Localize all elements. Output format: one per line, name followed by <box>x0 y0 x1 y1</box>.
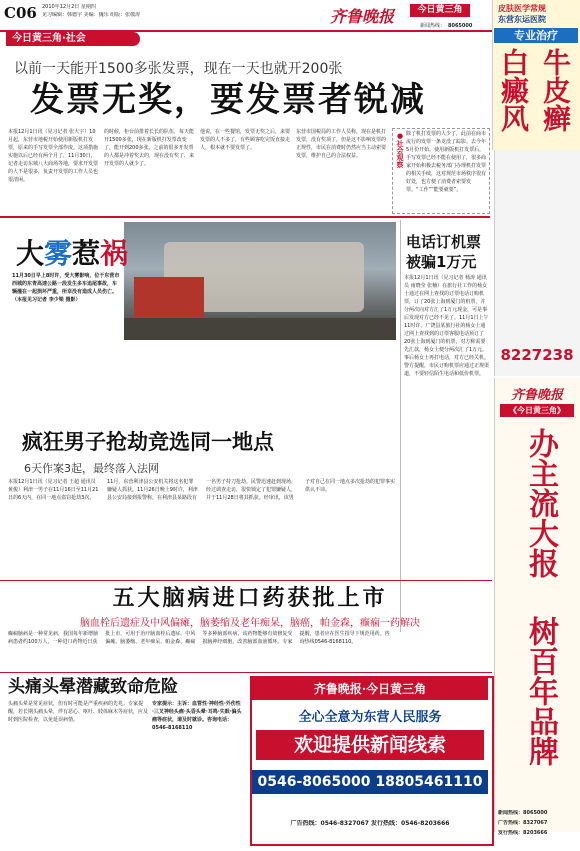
ad-hot-line: 新闻热线：8065000 <box>498 810 548 816</box>
fog-caption: 11月30日早上8时许，受大雾影响，位于东营市西城的东青高速公路一段发生多车追尾事故，车辆撞在一起损坏严重，所幸没有造成人员伤亡。（本报见习记者 李少梁 摄影） <box>12 273 120 303</box>
promo-line1: 全心全意为东营人民服务 <box>298 710 442 725</box>
article1-sidebar-title: ●社会观察 <box>396 132 404 168</box>
page-number: C06 <box>4 4 37 22</box>
fog-headline-3: 惹 <box>72 237 101 270</box>
column-divider <box>400 220 401 632</box>
article1-col2: 的时候，柜台前排着长长的队伍，每天能开1500多张，现在新版机打发票改变了，能开到200多张。之前的很多开发票的人都是冲着奖去的，现在没有奖了，来开发票的人就少了。 <box>104 129 195 167</box>
ad-clinic-line3: 专业治疗 <box>494 28 578 43</box>
road-shape <box>124 318 396 340</box>
ad-slogan-2: 树百年品牌 <box>523 616 558 766</box>
ad-ad-line: 广告热线：8327067 <box>498 820 548 826</box>
date-line: 2010年12月2日 星期四 <box>42 4 96 10</box>
ad-brand-name: 齐鲁晚报 <box>510 388 563 403</box>
promo-line2: 欢迎提供新闻线索 <box>256 730 484 760</box>
fog-headline-1: 大 <box>16 237 45 270</box>
ad-slogan-1: 办主流大报 <box>523 428 558 578</box>
ad-vitiligo: 白癜风 <box>497 48 530 132</box>
section-tag: 今日黄三角·社会 <box>6 32 140 46</box>
ad-hotline-number: 8227238 <box>500 346 574 364</box>
ad-clinic-line1: 皮肤医学常规 <box>498 4 546 13</box>
article3-body: 本报12月1日讯（见习记者 杨涛 通讯员 南晓莹 张楠）在旅行社工作的杨女士通过在网上查找的订票电话订购机票，订了20张上海到厦门的机票，并分两次向对方汇了1万元现金，可是事后发现对方已经不见了。11月1日上午11时许，广饶县某旅行社的杨女士通过网上查找到的订票客服电话预订了20张上海到厦门的机票，对方称需要先汇款，杨女士便分两次汇了1万元。事后杨女士再打电话，对方已经关机。警方提醒，市民订购机票应通过正规渠道，不要轻信陌生电话和低价机票。 <box>404 275 490 377</box>
editor-line: 见习编辑：韩德宇 美编：魏乐 组版：张敬涛 <box>42 12 141 18</box>
article5-body: 癫痫脑病是一种常见病，我国每年新增脑病患者约100万人，一种进口药物近日获批上市，可用于治疗脑血栓后遗症、中风偏瘫、脑萎缩、老年痴呆、帕金森、癫痫等多种脑部疾病，该药物能够有效修复受损脑神经细胞，改善脑部血液循环。专家提醒，患者应在医生指导下规范用药。咨询热线0546-8168110。 <box>8 631 390 645</box>
article6-tips: 专家提示：主诉：血管性·神经性·外伤性·三叉神经头痛·头昏头晕·耳鸣·失眠·偏头痛等症状，请及时就诊。咨询电话：0546-8168110 <box>152 701 242 731</box>
article5-headline: 五大脑病进口药获批上市 <box>112 586 388 611</box>
article5-subhead: 脑血栓后遗症及中风偏瘫，脑萎缩及老年痴呆，脑癌，帕金森，癫痫一药解决 <box>80 618 420 629</box>
ad-psoriasis: 牛皮癣 <box>539 48 572 132</box>
ad-clinic-line2: 东营东运医院 <box>498 15 546 24</box>
divider <box>0 216 490 218</box>
article4-subhead: 6天作案3起，最终落入法网 <box>24 462 159 475</box>
article4-body: 本报12月1日讯（见习记者 王超 通讯员 黄俊）利津一男子在11月16日至11月21日的6天内，在同一地点盗窃抢劫3次，11月，东营利津县公安机关将这名犯罪嫌疑人抓获。11月26日晚上9时许，利津县公安局接到报警称，在利津县某路段有一名男子持刀抢劫。民警迅速赶到现场，经过调查走访，很快锁定了犯罪嫌疑人，并于11月28日将其抓获。经审讯，该男子对自己在同一地点多次抢劫的犯罪事实供认不讳。 <box>8 479 396 501</box>
article1-kicker: 以前一天能开1500多张发票，现在一天也就开200张 <box>14 61 343 77</box>
article6-headline: 头痛头晕潜藏致命危险 <box>8 677 178 697</box>
ad-brand-section: 《今日黄三角》 <box>500 404 574 417</box>
hotline-number: 8065000 <box>448 23 473 29</box>
article1-sidebar-text: 除了机打发票的人少了，此前在商市流行的发票一条龙没了踪影。去今年5月份开始，使用新版机打发票后，手写发票已经不能在使用了，很多商家开始积极去税务部门办理机打发票的相关手续，这对规范市场秩序很有好处，也方便了消费者索要发票。“工作”“能要就要”。 <box>406 131 486 193</box>
ad-hotline-box[interactable] <box>494 150 580 376</box>
article1-col3: 他说，在一些餐馆，发票无奖之后，来要发票的人不多了，有些顾客吃完饭直接走人，根本就不要发票了。 <box>200 129 291 151</box>
promo-footer: 广告热线：0546-8327067 发行热线：0546-8203666 <box>290 820 450 827</box>
fog-accident-photo <box>124 222 396 340</box>
divider <box>0 672 492 673</box>
article6-body: 头痛头晕是常见症状，但有时可能是严重疾病的先兆。专家提醒，若长期头痛头晕，伴有恶心、呕吐、肢体麻木等症状，应及时到医院检查，以免延误病情。 <box>8 701 148 723</box>
divider <box>0 580 492 581</box>
article1-headline: 发票无奖，要发票者锐减 <box>30 80 426 120</box>
promo-phones: 0546-8065000 18805461110 <box>252 770 488 794</box>
fog-headline-2: 雾 <box>44 237 73 270</box>
brand-logo: 齐鲁晚报 <box>330 7 395 26</box>
article1-col4: 东营市国税局的工作人员称，现在是机打发票，没有奖项了，但是这不影响发票的正规性，市民在消费时仍然应当主动索要发票，维护自己的合法权益。 <box>296 129 387 159</box>
fog-headline-4: 祸 <box>100 237 129 270</box>
ad-send-line: 发行热线：8203666 <box>498 830 548 836</box>
hotline-label: 新闻热线： <box>420 23 446 29</box>
article4-headline: 疯狂男子抢劫竞选同一地点 <box>22 430 274 454</box>
article1-col1: 本报12月1日讯（见习记者 张大宇）10月起，东营市地税开始使用新版机打发票，原来的手写发票全部作废。这项措施实施以后已经有两个月了，11月30日，记者走访东城八大商场等地，要求开发票的人不是很多，负责开发票的工作人员也很清闲。 <box>8 129 99 183</box>
promo-brand: 齐鲁晚报·今日黄三角 <box>252 678 488 700</box>
truck-cab-shape <box>134 277 204 317</box>
section-badge: 今日黄三角 <box>410 4 470 17</box>
article3-headline: 电话订机票被骗1万元 <box>406 233 482 271</box>
